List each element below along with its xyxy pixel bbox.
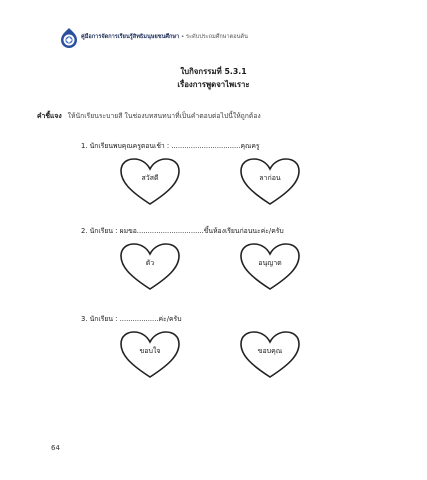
instructions — [37, 110, 261, 121]
header-title: คู่มือการจัดการเรียนรู้สิทธิมนุษยชนศึกษา — [81, 34, 180, 40]
page-number: 64 — [51, 444, 60, 452]
heart-option-1a[interactable] — [119, 158, 181, 206]
heart-option-3b[interactable] — [239, 331, 301, 379]
worksheet-title: ใบกิจกรรมที่ 5.3.1 — [180, 67, 247, 76]
option-label: อนุญาต — [258, 259, 282, 267]
document-header — [81, 33, 248, 41]
worksheet-subtitle: เรื่องการพูดจาไพเราะ — [177, 80, 250, 89]
instructions-text: ให้นักเรียนระบายสี ในช่องบทสนทนาที่เป็นคำตอบต่อไปนี้ให้ถูกต้อง — [67, 112, 261, 120]
option-label: ลาก่อน — [259, 174, 281, 182]
option-label: ขอบใจ — [139, 347, 161, 355]
instructions-label: คำชี้แจง — [37, 112, 62, 120]
emblem-icon — [59, 27, 79, 49]
option-label: ขอบคุณ — [257, 347, 283, 355]
heart-option-2b[interactable] — [239, 243, 301, 291]
question-2: 2. นักเรียน : ผมขอ...............................ขึ้นห้องเรียนก่อนนะค่ะ/ครับ — [81, 227, 284, 235]
question-3: 3. นักเรียน : ..................ค่ะ/ครับ — [81, 315, 182, 323]
option-label: ตัว — [145, 259, 155, 267]
heart-option-1b[interactable] — [239, 158, 301, 206]
option-label: สวัสดี — [141, 174, 159, 182]
heart-option-3a[interactable] — [119, 331, 181, 379]
header-subtitle: • ระดับประถมศึกษาตอนต้น — [179, 34, 248, 40]
question-1: 1. นักเรียนพบคุณครูตอนเช้า : ................................คุณครู — [81, 142, 260, 150]
heart-option-2a[interactable] — [119, 243, 181, 291]
